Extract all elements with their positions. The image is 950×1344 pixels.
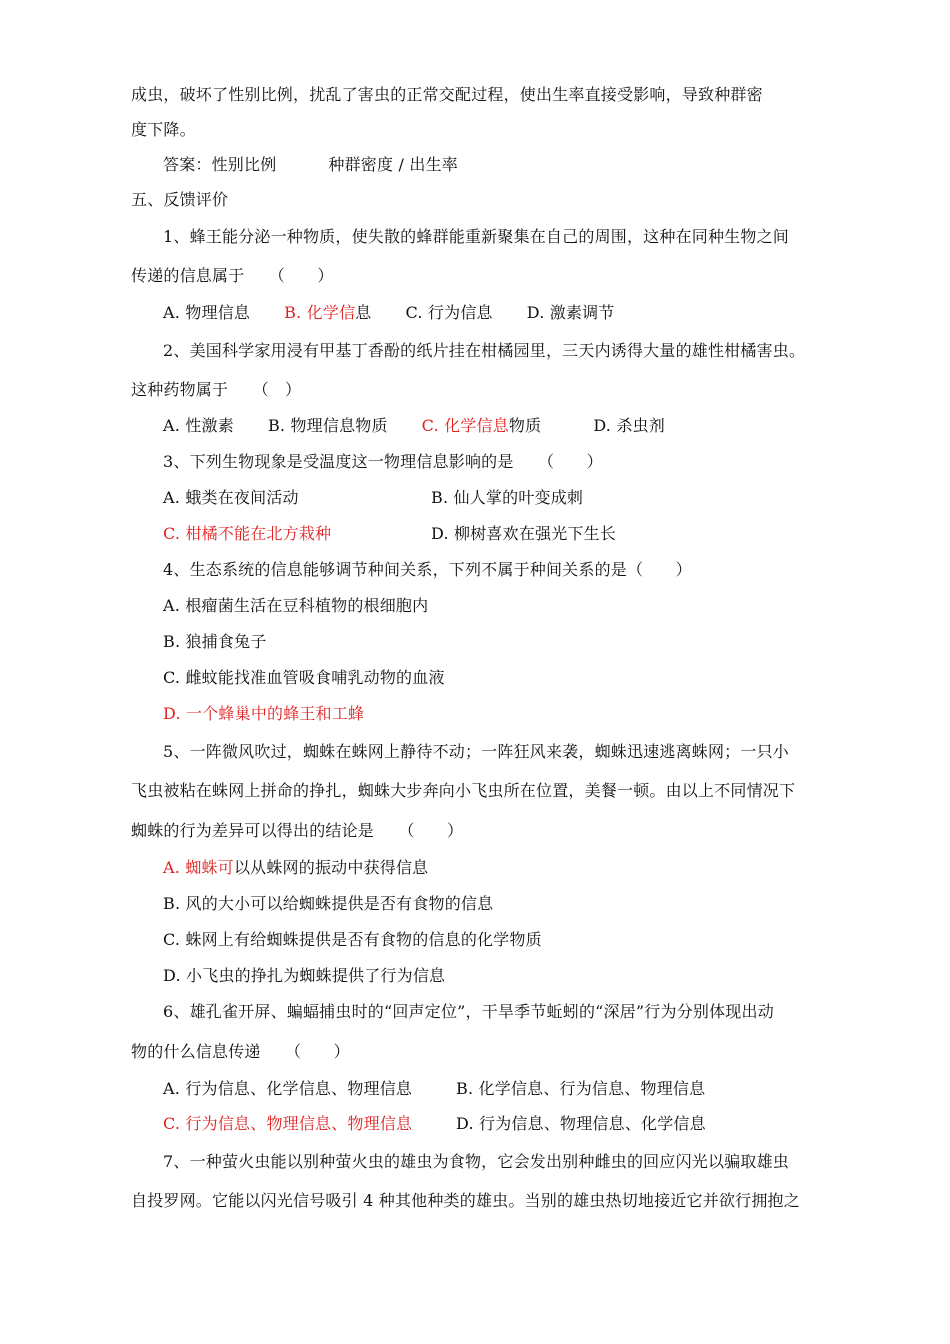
q2-options	[163, 416, 665, 436]
q2-stem-line-2: 这种药物属于 （ ）	[131, 380, 302, 399]
q4-option-b: B. 狼捕食兔子	[163, 632, 267, 651]
q5-option-c: C. 蛛网上有给蜘蛛提供是否有食物的信息的化学物质	[163, 930, 542, 949]
q1-stem-line-1: 1、蜂王能分泌一种物质，使失散的蜂群能重新聚集在自己的周围，这种在同种生物之间	[163, 227, 789, 246]
q2-option-c-rest: 物质	[508, 416, 542, 435]
q1-option-b-answer: B. 化学信	[284, 303, 356, 322]
q4-option-c: C. 雌蚊能找准血管吸食哺乳动物的血液	[163, 668, 445, 687]
intro-line-2: 度下降。	[131, 120, 196, 139]
q1-option-a: A. 物理信息	[163, 303, 251, 322]
q3-option-a: A. 蛾类在夜间活动	[163, 488, 299, 507]
q5-option-a-answer: A. 蜘蛛可	[163, 858, 234, 877]
q5-stem-line-2: 飞虫被粘在蛛网上拼命的挣扎，蜘蛛大步奔向小飞虫所在位置，美餐一顿。由以上不同情况下	[131, 781, 796, 800]
q4-option-d-answer: D. 一个蜂巢中的蜂王和工蜂	[163, 704, 365, 723]
q1-option-b-rest: 息	[355, 303, 372, 322]
answer-line	[163, 155, 458, 175]
q1-option-d: D. 激素调节	[526, 303, 615, 322]
section-title: 五、反馈评价	[131, 190, 229, 209]
q4-stem: 4、生态系统的信息能够调节种间关系，下列不属于种间关系的是（ ）	[163, 560, 692, 579]
q6-option-d: D. 行为信息、物理信息、化学信息	[456, 1114, 706, 1133]
q2-stem-line-1: 2、美国科学家用浸有甲基丁香酚的纸片挂在柑橘园里，三天内诱得大量的雄性柑橘害虫。	[163, 341, 806, 360]
q3-stem: 3、下列生物现象是受温度这一物理信息影响的是 （ ）	[163, 452, 603, 471]
q6-stem-line-2: 物的什么信息传递 （ ）	[131, 1042, 350, 1061]
answer-value: 种群密度 / 出生率	[328, 155, 458, 174]
q5-option-a	[163, 858, 428, 878]
q6-option-a: A. 行为信息、化学信息、物理信息	[163, 1079, 413, 1098]
q3-option-c-answer: C. 柑橘不能在北方栽种	[163, 524, 332, 543]
q2-option-b: B. 物理信息物质	[267, 416, 388, 435]
q2-option-d: D. 杀虫剂	[593, 416, 665, 435]
q3-option-d: D. 柳树喜欢在强光下生长	[431, 524, 617, 543]
q6-option-b: B. 化学信息、行为信息、物理信息	[456, 1079, 706, 1098]
q5-option-a-rest: 以从蛛网的振动中获得信息	[233, 858, 429, 877]
q1-options	[163, 303, 615, 323]
q7-stem-line-1: 7、一种萤火虫能以别种萤火虫的雄虫为食物，它会发出别种雌虫的回应闪光以骗取雄虫	[163, 1152, 789, 1171]
answer-label: 答案：性别比例	[163, 155, 277, 174]
q7-stem-line-2: 自投罗网。它能以闪光信号吸引 4 种其他种类的雄虫。当别的雄虫热切地接近它并欲行拥抱之	[131, 1191, 800, 1210]
q3-option-b: B. 仙人掌的叶变成刺	[431, 488, 584, 507]
intro-line-1: 成虫，破坏了性别比例，扰乱了害虫的正常交配过程，使出生率直接受影响，导致种群密	[131, 85, 763, 104]
q2-option-c-answer: C. 化学信息	[421, 416, 509, 435]
q5-stem-line-1: 5、一阵微风吹过，蜘蛛在蛛网上静待不动；一阵狂风来袭，蜘蛛迅速逃离蛛网；一只小	[163, 742, 789, 761]
q6-stem-line-1: 6、雄孔雀开屏、蝙蝠捕虫时的“回声定位”，干旱季节蚯蚓的“深居”行为分别体现出动	[163, 1002, 774, 1021]
q1-option-c: C. 行为信息	[405, 303, 493, 322]
q5-option-b: B. 风的大小可以给蜘蛛提供是否有食物的信息	[163, 894, 494, 913]
q6-option-c-answer: C. 行为信息、物理信息、物理信息	[163, 1114, 413, 1133]
q5-option-d: D. 小飞虫的挣扎为蜘蛛提供了行为信息	[163, 966, 446, 985]
q4-option-a: A. 根瘤菌生活在豆科植物的根细胞内	[163, 596, 429, 615]
q5-stem-line-3: 蜘蛛的行为差异可以得出的结论是 （ ）	[131, 821, 464, 840]
q2-option-a: A. 性激素	[163, 416, 234, 435]
q1-stem-line-2: 传递的信息属于 （ ）	[131, 266, 334, 285]
